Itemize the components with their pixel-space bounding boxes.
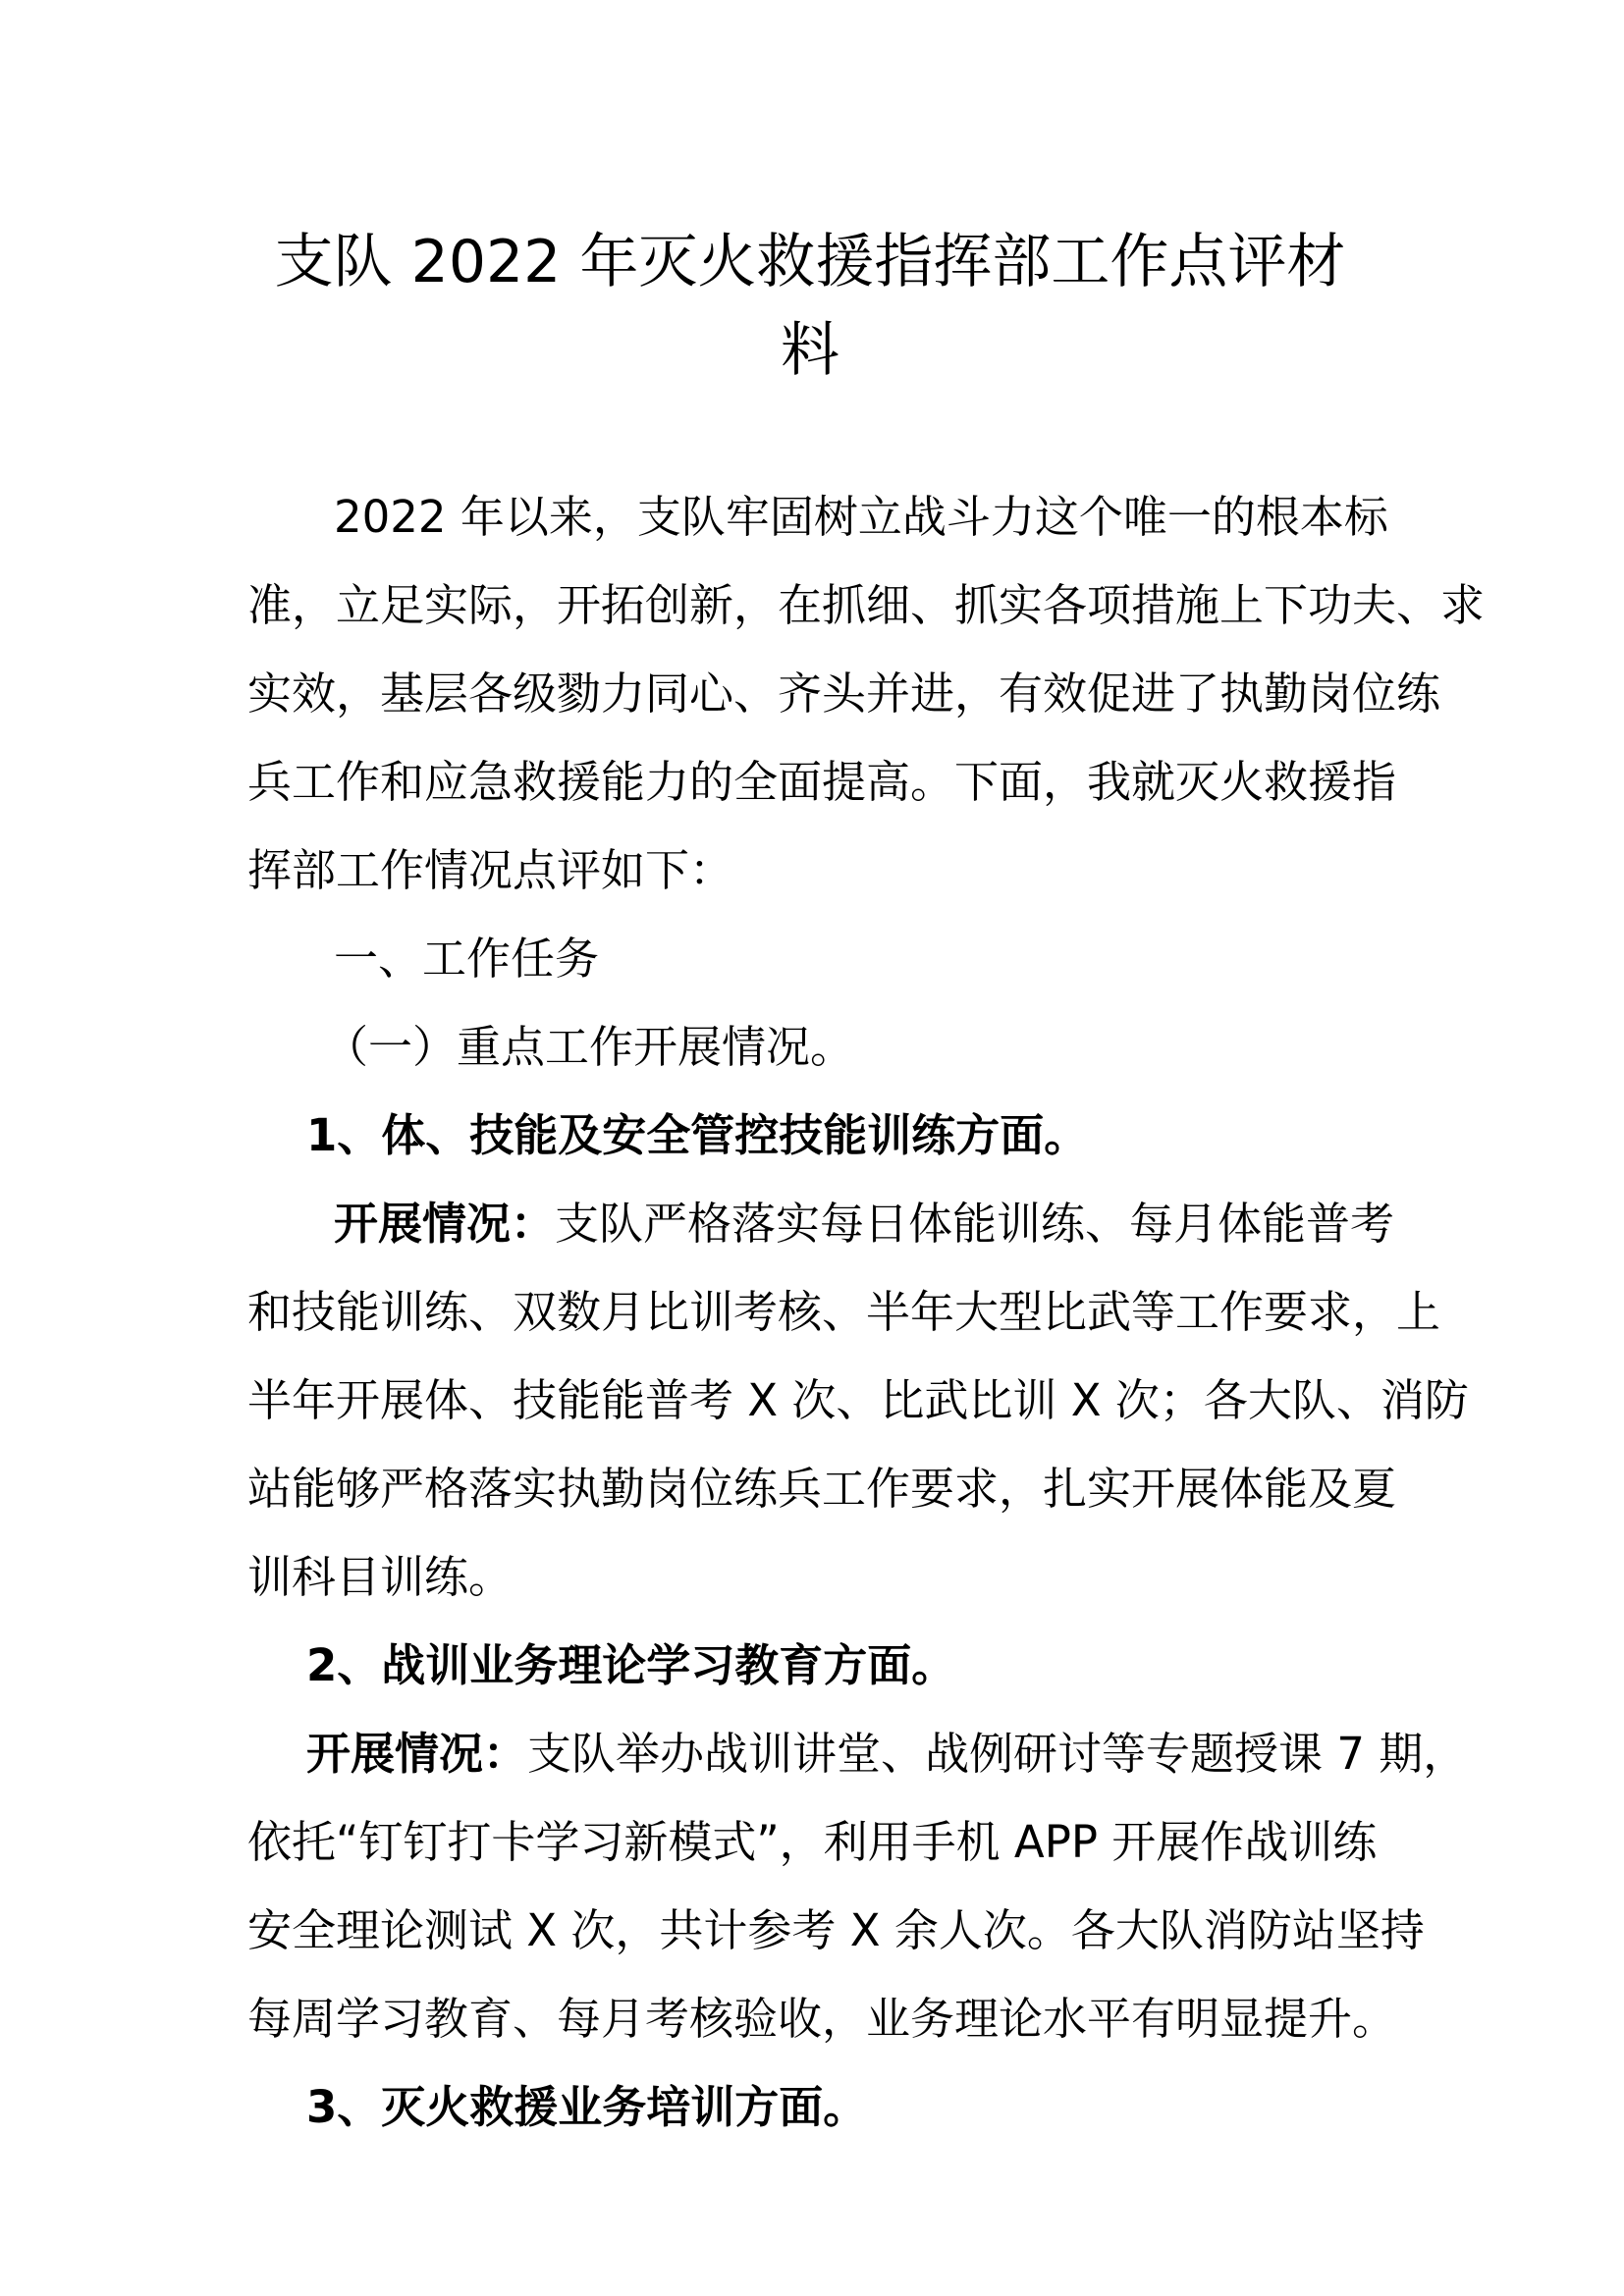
text-segment: 半年开展体、技能能普考 X 次、比武比训 X 次；各大队、消防 bbox=[247, 1374, 1469, 1426]
text-segment: 挥部工作情况点评如下： bbox=[247, 844, 734, 896]
text-segment: 兵工作和应急救援能力的全面提高。下面，我就灭火救援指 bbox=[247, 756, 1397, 808]
bold-text-segment: 2、战训业务理论学习教育方面。 bbox=[306, 1639, 956, 1691]
text-line-p3-l1 bbox=[306, 1725, 1468, 1784]
text-segment: 训科目训练。 bbox=[247, 1551, 514, 1603]
text-segment: 支队严格落实每日体能训练、每月体能普考 bbox=[555, 1198, 1395, 1250]
text-line-h3 bbox=[306, 1106, 1465, 1165]
text-line-p1-l5 bbox=[247, 841, 1406, 900]
text-line-p3-l3 bbox=[247, 1901, 1425, 1960]
text-line-h4 bbox=[306, 1636, 1465, 1695]
text-segment: 一、工作任务 bbox=[334, 933, 600, 985]
bold-text-segment: 开展情况： bbox=[306, 1728, 528, 1780]
text-segment: 安全理论测试 X 次，共计参考 X 余人次。各大队消防站坚持 bbox=[247, 1904, 1425, 1956]
text-line-p2-l3 bbox=[247, 1371, 1469, 1430]
bold-text-segment: 3、灭火救援业务培训方面。 bbox=[306, 2081, 868, 2133]
text-line-h1 bbox=[334, 930, 1492, 988]
text-line-p1-l1 bbox=[334, 488, 1492, 547]
text-segment: 准，立足实际，开拓创新，在抓细、抓实各项措施上下功夫、求 bbox=[247, 579, 1486, 631]
text-segment: 和技能训练、双数月比训考核、半年大型比武等工作要求，上 bbox=[247, 1286, 1441, 1338]
text-segment: 实效，基层各级勠力同心、齐头并进，有效促进了执勤岗位练 bbox=[247, 667, 1441, 720]
text-segment: 站能够严格落实执勤岗位练兵工作要求，扎实开展体能及夏 bbox=[247, 1463, 1397, 1515]
text-line-p1-l2 bbox=[247, 576, 1486, 635]
text-line-p2-l5 bbox=[247, 1548, 1406, 1607]
text-line-p1-l3 bbox=[247, 665, 1441, 723]
text-segment: 2022 年以来，支队牢固树立战斗力这个唯一的根本标 bbox=[334, 491, 1388, 543]
text-line-p3-l4 bbox=[247, 1990, 1406, 2049]
text-line-h2 bbox=[324, 1018, 1483, 1077]
text-segment: 每周学习教育、每月考核验收，业务理论水平有明显提升。 bbox=[247, 1993, 1397, 2045]
text-segment: 依托“钉钉打卡学习新模式”，利用手机 APP 开展作战训练 bbox=[247, 1816, 1378, 1868]
text-line-p2-l4 bbox=[247, 1460, 1406, 1519]
text-segment: 支队举办战训讲堂、战例研讨等专题授课 7 期， bbox=[527, 1728, 1468, 1780]
bold-text-segment: 1、体、技能及安全管控技能训练方面。 bbox=[306, 1109, 1089, 1161]
document-title-line-1: 支队 2022 年灭火救援指挥部工作点评材 bbox=[274, 228, 1346, 296]
text-line-p1-l4 bbox=[247, 753, 1406, 812]
bold-text-segment: 开展情况： bbox=[334, 1198, 556, 1250]
text-line-p2-l1 bbox=[334, 1195, 1492, 1254]
document-title-line-2: 料 bbox=[781, 316, 839, 385]
text-line-p3-l2 bbox=[247, 1813, 1406, 1872]
text-line-p2-l2 bbox=[247, 1283, 1441, 1342]
text-line-h5 bbox=[306, 2078, 1465, 2137]
text-segment: （一）重点工作开展情况。 bbox=[324, 1021, 855, 1073]
